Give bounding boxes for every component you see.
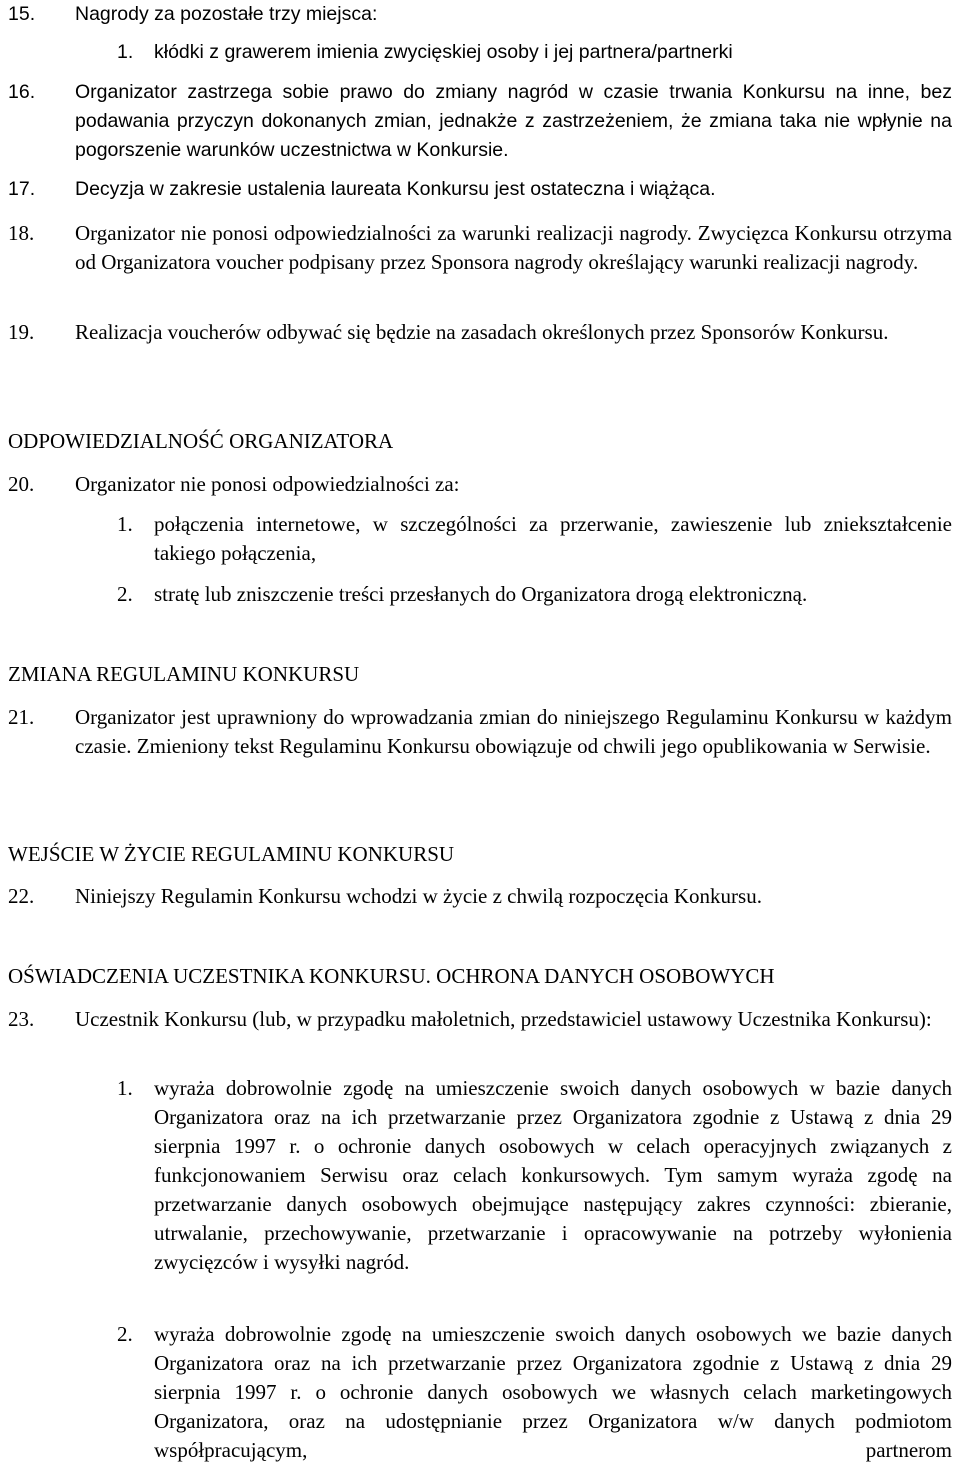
- item-23-text: Uczestnik Konkursu (lub, w przypadku małoletnich, przedstawiciel ustawowy Uczestnika Konkursu):: [75, 1007, 932, 1031]
- item-21: [8, 703, 952, 761]
- item-20-2: [117, 580, 952, 609]
- item-23-2: [117, 1320, 952, 1465]
- item-22: [8, 882, 952, 911]
- item-15-1: [117, 38, 952, 67]
- item-23-2-number: 2.: [117, 1322, 133, 1346]
- item-22-number: 22.: [8, 884, 35, 908]
- item-20-1-number: 1.: [117, 512, 133, 536]
- section-heading-odpowiedzialnosc: ODPOWIEDZIALNOŚĆ ORGANIZATORA: [8, 429, 394, 453]
- item-18: [8, 219, 952, 277]
- item-19: [8, 318, 952, 347]
- item-21-number: 21.: [8, 705, 35, 729]
- item-21-text: Organizator jest uprawniony do wprowadzania zmian do niniejszego Regulaminu Konkursu w każdym czasie. Zmieniony tekst Regulaminu Konkursu obowiązuje od chwili jego opublikowania w Serwisie.: [75, 705, 952, 758]
- item-23: [8, 1005, 952, 1034]
- item-18-text: Organizator nie ponosi odpowiedzialności za warunki realizacji nagrody. Zwycięzca Konkursu otrzyma od Organizatora voucher podpisany przez Sponsora nagrody określający warunki realizacji nagrody.: [75, 221, 952, 274]
- item-20-2-number: 2.: [117, 582, 133, 606]
- item-16-number: 16.: [8, 81, 36, 103]
- item-23-1-text: wyraża dobrowolnie zgodę na umieszczenie swoich danych osobowych w bazie danych Organizatora oraz na ich przetwarzanie przez Organizatora zgodnie z Ustawą z dnia 29 sierpnia 1997 r. o ochronie danych osobowych w celach operacyjnych związanych z funkcjonowaniem Serwisu oraz celach konkursowych. Tym samym wyraża zgodę na przetwarzanie danych osobowych obejmujące następujący zakres czynności: zbieranie, utrwalanie, przechowywanie, przetwarzanie i opracowywanie na potrzeby wyłonienia zwycięzców i wysyłki nagród.: [154, 1076, 952, 1274]
- section-heading-oswiadczenia: OŚWIADCZENIA UCZESTNIKA KONKURSU. OCHRONA DANYCH OSOBOWYCH: [8, 964, 775, 988]
- item-23-number: 23.: [8, 1007, 35, 1031]
- item-19-number: 19.: [8, 320, 35, 344]
- item-22-text: Niniejszy Regulamin Konkursu wchodzi w życie z chwilą rozpoczęcia Konkursu.: [75, 884, 762, 908]
- item-15-1-number: 1.: [117, 41, 134, 63]
- item-20-2-text: stratę lub zniszczenie treści przesłanych do Organizatora drogą elektroniczną.: [154, 582, 808, 606]
- item-15: [8, 0, 952, 29]
- item-20-1: [117, 510, 952, 568]
- item-15-1-text: kłódki z grawerem imienia zwycięskiej osoby i jej partnera/partnerki: [154, 41, 733, 63]
- item-23-1-number: 1.: [117, 1076, 133, 1100]
- section-heading-zmiana: ZMIANA REGULAMINU KONKURSU: [8, 662, 360, 686]
- item-20-text: Organizator nie ponosi odpowiedzialności za:: [75, 472, 460, 496]
- item-17-text: Decyzja w zakresie ustalenia laureata Konkursu jest ostateczna i wiążąca.: [75, 178, 716, 200]
- item-23-1: [117, 1074, 952, 1277]
- item-18-number: 18.: [8, 221, 35, 245]
- item-19-text: Realizacja voucherów odbywać się będzie na zasadach określonych przez Sponsorów Konkursu.: [75, 320, 889, 344]
- item-20-number: 20.: [8, 472, 35, 496]
- item-17: [8, 175, 952, 204]
- item-16-text: Organizator zastrzega sobie prawo do zmiany nagród w czasie trwania Konkursu na inne, bez podawania przyczyn dokonanych zmian, jednakże z zastrzeżeniem, że zmiana taka nie wpłynie na pogorszenie warunków uczestnictwa w Konkursie.: [75, 81, 952, 161]
- item-16: [8, 78, 952, 165]
- item-15-text: Nagrody za pozostałe trzy miejsca:: [75, 3, 378, 25]
- item-17-number: 17.: [8, 178, 36, 200]
- section-heading-wejscie: WEJŚCIE W ŻYCIE REGULAMINU KONKURSU: [8, 842, 455, 866]
- item-23-2-text: wyraża dobrowolnie zgodę na umieszczenie swoich danych osobowych we bazie danych Organizatora oraz na ich przetwarzanie przez Organizatora zgodnie z Ustawą z dnia 29 sierpnia 1997 r. o ochronie danych osobowych we własnych celach marketingowych Organizatora, oraz na udostępnianie przez Organizatora w/w danych podmiotom współpracującym, partnerom: [154, 1322, 952, 1462]
- item-15-number: 15.: [8, 3, 36, 25]
- item-20: [8, 470, 952, 499]
- item-20-1-text: połączenia internetowe, w szczególności za przerwanie, zawieszenie lub zniekształcenie takiego połączenia,: [154, 512, 952, 565]
